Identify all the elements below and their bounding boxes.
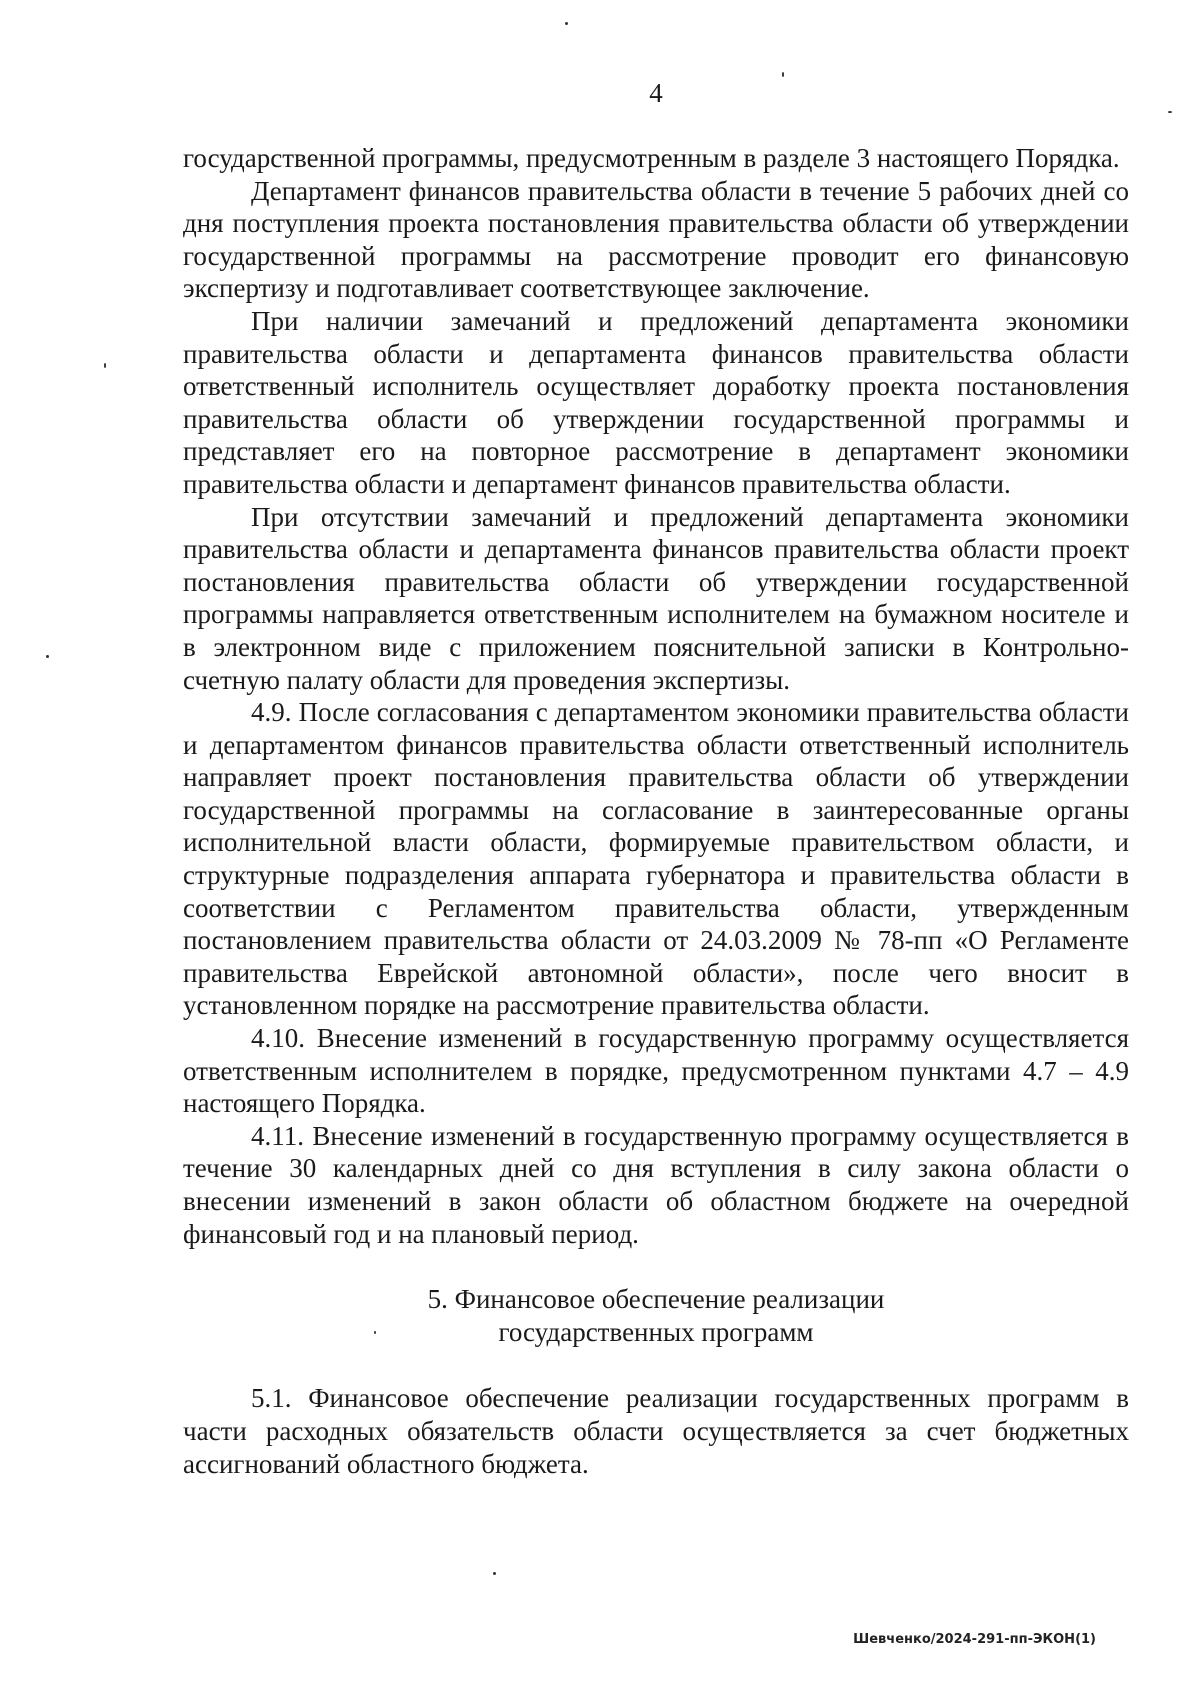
scan-speck — [1168, 111, 1172, 113]
paragraph-clause-4-11: 4.11. Внесение изменений в государственную программу осуществляется в течение 30 календарных дней со дня вступления в силу закона области о внесении изменений в закон области об областном бюджете на очередной финансовый год и на плановый период. — [183, 1120, 1129, 1249]
paragraph-continuation: государственной программы, предусмотренным в разделе 3 настоящего Порядка. — [183, 143, 1120, 173]
paragraph-clause-5-1: 5.1. Финансовое обеспечение реализации государственных программ в части расходных обязательств области осуществляется за счет бюджетных ассигнований областного бюджета. — [183, 1383, 1129, 1479]
section-heading-line-2: государственных программ — [498, 1316, 814, 1347]
page-number: 4 — [649, 78, 663, 108]
paragraph-finance-expertise: Департамент финансов правительства области в течение 5 рабочих дней со дня поступления проекта постановления правительства области об утверждении государственной программы на рассмотрение проводит его финансовую экспертизу и подготавливает соответствующее заключение. — [183, 175, 1129, 304]
section-heading — [183, 1283, 1129, 1348]
scan-speck — [565, 22, 568, 25]
paragraph-remarks-absent: При отсутствии замечаний и предложений департамента экономики правительства области и департамента финансов правительства области проект постановления правительства области об утверждении государственной программы направляется ответственным исполнителем на бумажном носителе и в электронном виде с приложением пояснительной записки в Контрольно-счетную палату области для проведения экспертизы. — [183, 501, 1129, 695]
document-body — [183, 142, 1129, 1480]
scan-speck — [782, 72, 784, 77]
scan-speck — [104, 363, 106, 368]
paragraph-clause-4-9: 4.9. После согласования с департаментом экономики правительства области и департаментом финансов правительства области ответственный исполнитель направляет проект постановления правительства области об утверждении государственной программы на согласование в заинтересованные органы исполнительной власти области, формируемые правительством области, и структурные подразделения аппарата губернатора и правительства области в соответствии с Регламентом правительства области, утвержденным постановлением правительства области от 24.03.2009 № 78-пп «О Регламенте правительства Еврейской автономной области», после чего вносит в установленном порядке на рассмотрение правительства области. — [183, 697, 1129, 1021]
footer-document-code: Шевченко/2024-291-пп-ЭКОН(1) — [853, 1632, 1096, 1647]
scan-speck — [374, 1331, 376, 1334]
paragraph-clause-4-10: 4.10. Внесение изменений в государственную программу осуществляется ответственным исполнителем в порядке, предусмотренном пунктами 4.7 – 4.9 настоящего Порядка. — [183, 1023, 1129, 1119]
scan-speck — [46, 655, 49, 658]
section-heading-line-1: 5. Финансовое обеспечение реализации — [427, 1284, 885, 1315]
paragraph-remarks-present: При наличии замечаний и предложений департамента экономики правительства области и департамента финансов правительства области ответственный исполнитель осуществляет доработку проекта постановления правительства области об утверждении государственной программы и представляет его на повторное рассмотрение в департамент экономики правительства области и департамент финансов правительства области. — [183, 305, 1129, 499]
scan-speck — [493, 1572, 496, 1575]
